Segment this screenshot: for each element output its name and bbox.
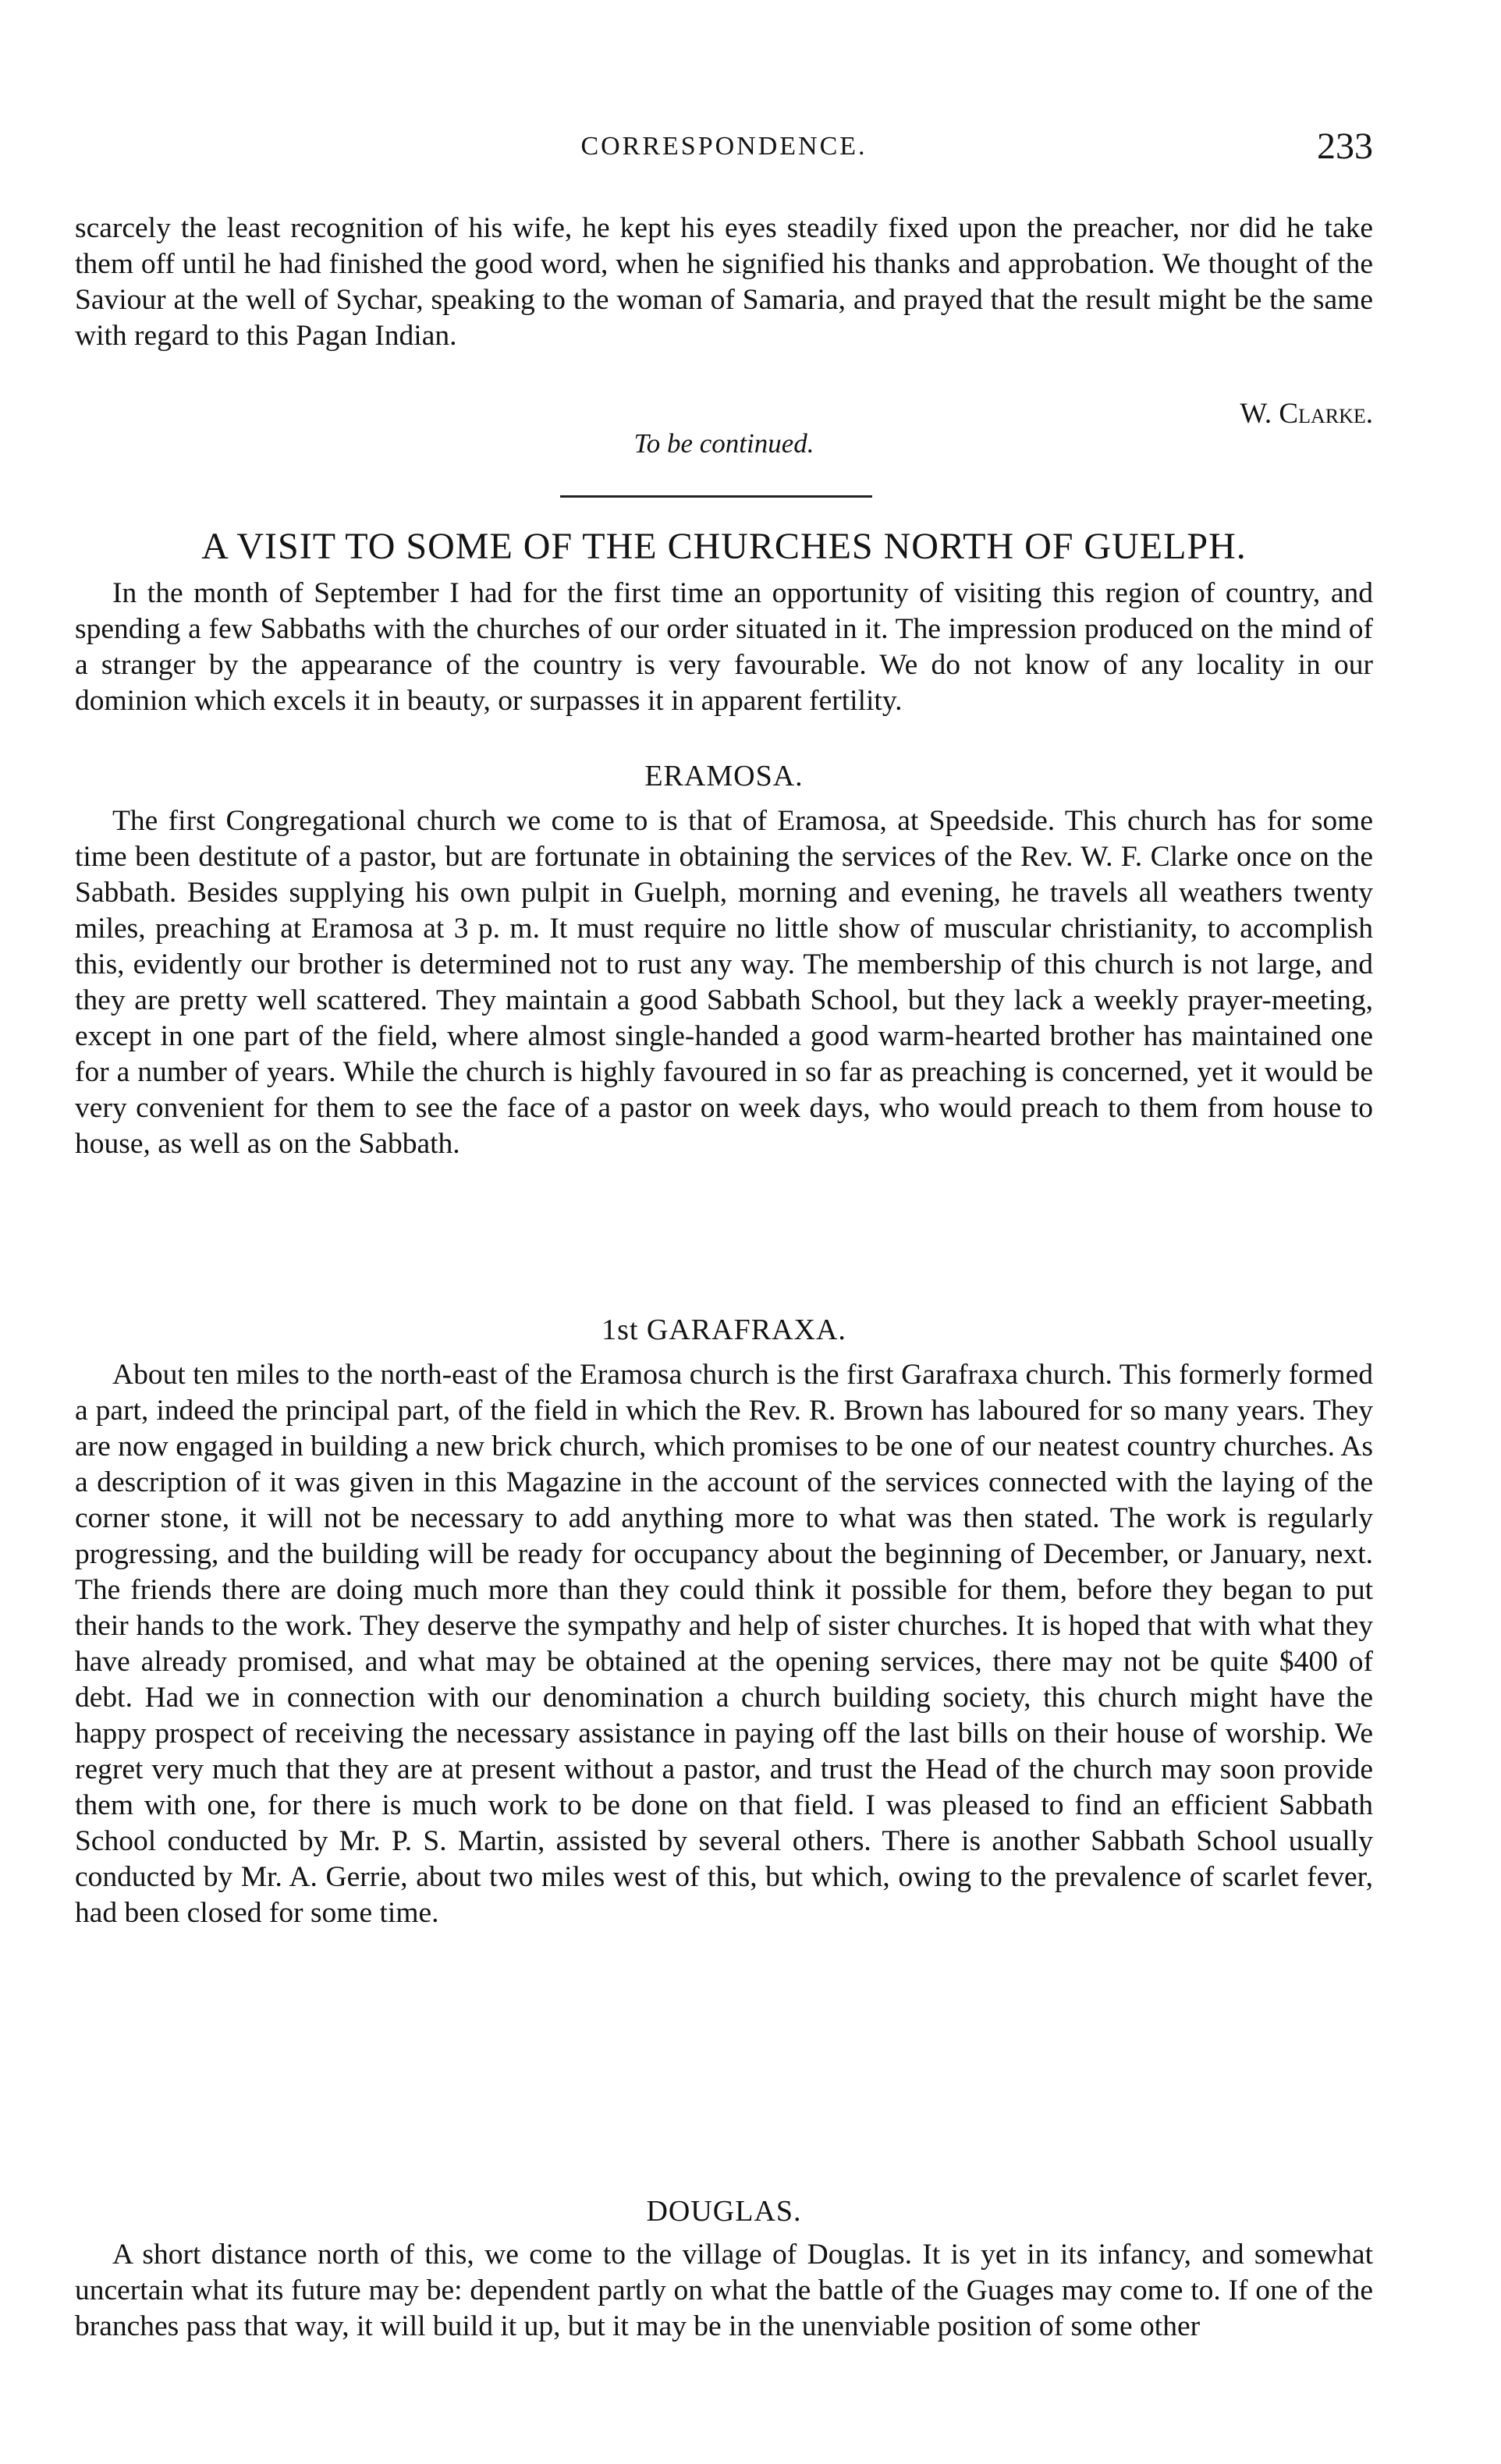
article-intro-paragraph: In the month of September I had for the first time an opportunity of visiting this region of country, and spending a few Sabbaths with the churches of our order situated in it. The impression produced on the mind of a stranger by the appearance of the country is very favourable. We do not know of any locality in our dominion which excels it in beauty, or surpasses it in apparent fertility. (75, 577, 1373, 717)
page-header (75, 123, 1373, 170)
section-heading-eramosa: ERAMOSA. (644, 760, 804, 792)
continued-paragraph: scarcely the least recognition of his wife, he kept his eyes steadily fixed upon the preacher, nor did he take them off until he had finished the good word, when he signified his thanks and approbation. We thought of the Saviour at the well of Sychar, speaking to the woman of Samaria, and prayed that the result might be the same with regard to this Pagan Indian. (75, 212, 1373, 352)
section-paragraph-garafraxa: About ten miles to the north-east of the Eramosa church is the first Garafraxa church. This formerly formed a part, indeed the principal part, of the field in which the Rev. R. Brown has laboured for so many years. They are now engaged in building a new brick church, which promises to be one of our neatest country churches. As a description of it was given in this Magazine in the account of the services connected with the laying of the corner stone, it will not be necessary to add anything more to what was then stated. The work is regularly progressing, and the building will be ready for occupancy about the beginning of December, or January, next. The friends there are doing much more than they could think it possible for them, before they began to put their hands to the work. They deserve the sympathy and help of sister churches. It is hoped that with what they have already promised, and what may be obtained at the opening services, there may not be quite $400 of debt. Had we in connection with our denomination a church building society, this church might have the happy prospect of receiving the necessary assistance in paying off the last bills on their house of worship. We regret very much that they are at present without a pastor, and trust the Head of the church may soon provide them with one, for there is much work to be done on that field. I was pleased to find an efficient Sabbath School conducted by Mr. P. S. Martin, assisted by several others. There is another Sabbath School usually conducted by Mr. A. Gerrie, about two miles west of this, but which, owing to the prevalence of scarlet fever, had been closed for some time. (75, 1359, 1373, 1929)
section-paragraph-eramosa: The first Congregational church we come to is that of Eramosa, at Speedside. This church has for some time been destitute of a pastor, but are fortunate in obtaining the services of the Rev. W. F. Clarke once on the Sabbath. Besides supplying his own pulpit in Guelph, morning and evening, he travels all weathers twenty miles, preaching at Eramosa at 3 p. m. It must require no little show of muscular christianity, to accomplish this, evidently our brother is determined not to rust any way. The membership of this church is not large, and they are pretty well scattered. They maintain a good Sabbath School, but they lack a weekly prayer-meeting, except in one part of the field, where almost single-handed a good warm-hearted brother has maintained one for a number of years. While the church is highly favoured in so far as preaching is concerned, yet it would be very convenient for them to see the face of a pastor on week days, who would preach to them from house to house, as well as on the Sabbath. (75, 805, 1373, 1160)
section-divider (560, 495, 872, 498)
page-number: 233 (1317, 126, 1373, 167)
section-heading-douglas: DOUGLAS. (646, 2195, 802, 2228)
section-heading-garafraxa: 1st GARAFRAXA. (601, 1314, 846, 1346)
author-name: W. Clarke. (1240, 398, 1373, 430)
running-head: CORRESPONDENCE. (580, 132, 868, 161)
article-title: A VISIT TO SOME OF THE CHURCHES NORTH OF GUELPH. (201, 526, 1247, 567)
section-paragraph-douglas: A short distance north of this, we come to the village of Douglas. It is yet in its infancy, and somewhat uncertain what its future may be: dependent partly on what the battle of the Guages may come to. If one of the branches pass that way, it will build it up, but it may be in the unenviable position of some other (75, 2239, 1373, 2342)
to-be-continued-note: To be continued. (633, 428, 814, 459)
